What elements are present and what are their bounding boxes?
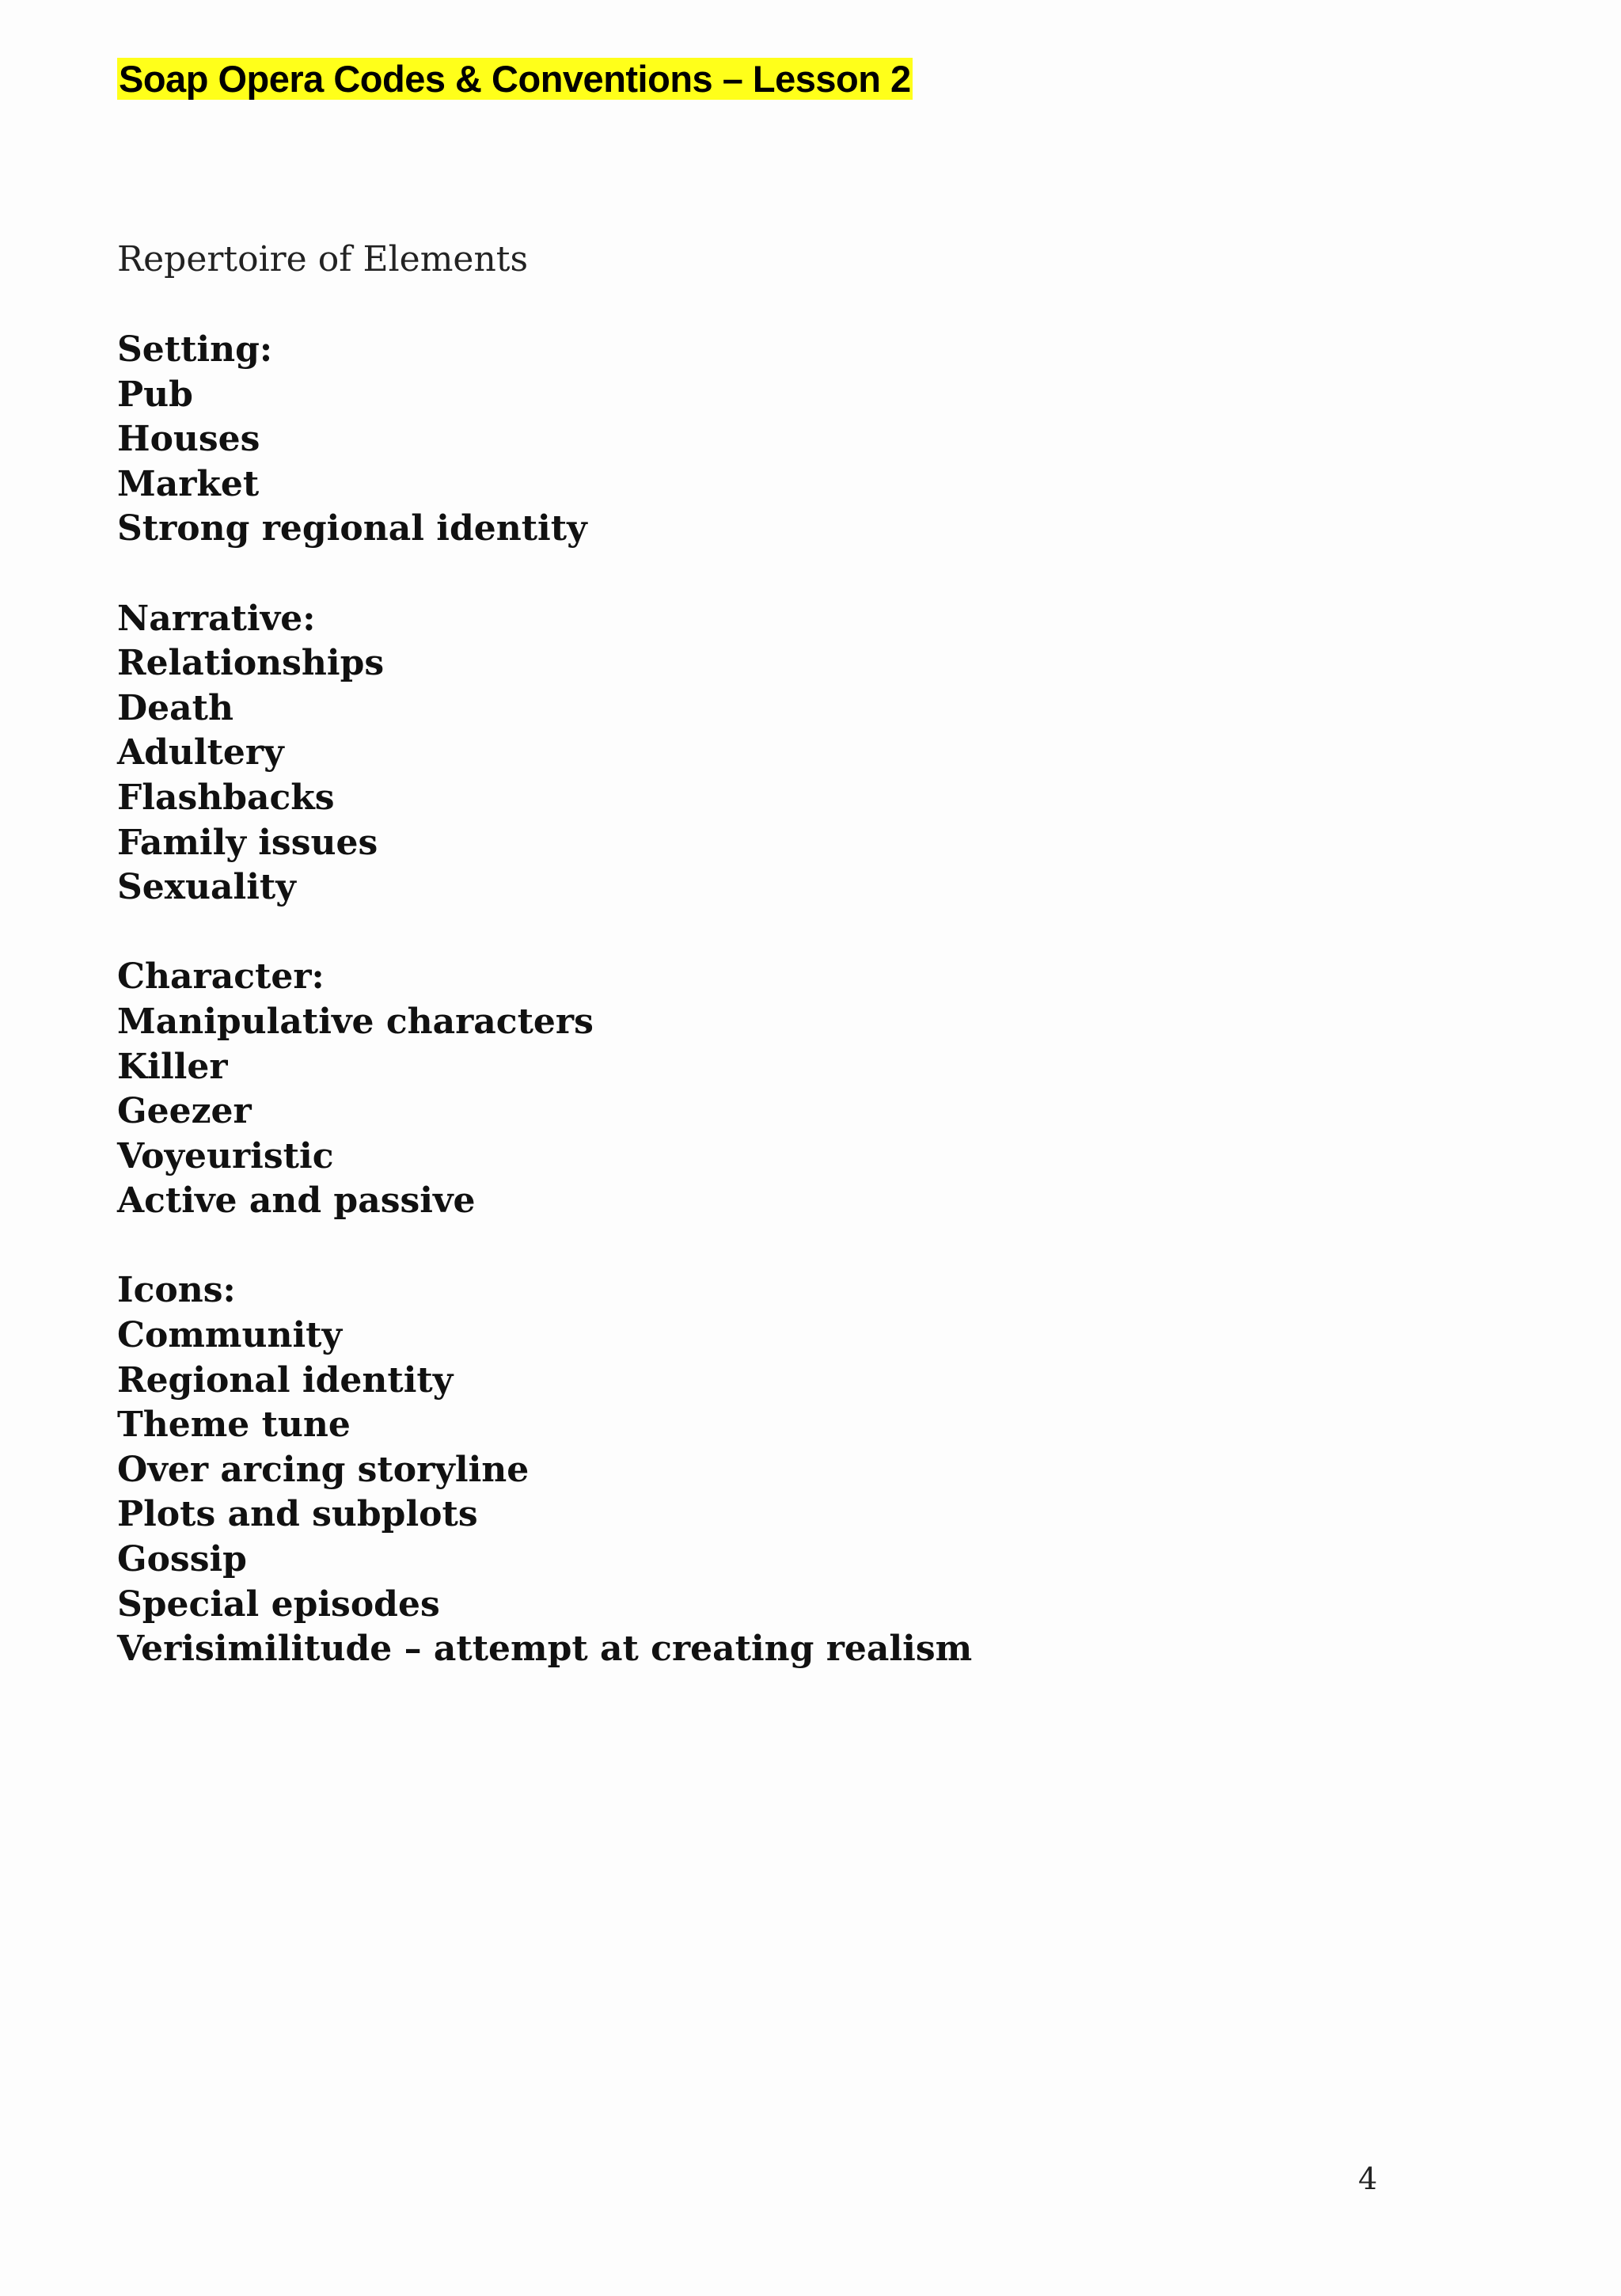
list-item: Regional identity — [117, 1359, 454, 1401]
repertoire-heading: Repertoire of Elements — [117, 239, 529, 279]
list-item: Gossip — [117, 1539, 247, 1580]
character-section — [117, 955, 972, 1224]
list-item: Special episodes — [117, 1583, 440, 1625]
narrative-section — [117, 597, 972, 910]
list-item: Market — [117, 463, 260, 504]
page-title — [117, 57, 913, 101]
list-item: Theme tune — [117, 1405, 351, 1446]
list-item: Verisimilitude – attempt at creating realism — [117, 1629, 973, 1670]
list-item: Flashbacks — [117, 777, 335, 818]
list-item: Relationships — [117, 643, 385, 684]
list-item: Adultery — [117, 732, 284, 774]
list-item: Manipulative characters — [117, 1001, 594, 1042]
list-item: Plots and subplots — [117, 1494, 478, 1535]
list-item: Geezer — [117, 1091, 252, 1132]
section-heading: Narrative: — [117, 598, 316, 639]
icons-section — [117, 1268, 972, 1671]
section-heading: Setting: — [117, 329, 273, 370]
list-item: Death — [117, 687, 233, 728]
list-item: Pub — [117, 374, 193, 415]
element-list — [117, 328, 972, 1672]
list-item: Sexuality — [117, 867, 296, 908]
list-item: Voyeuristic — [117, 1135, 334, 1177]
page-number: 4 — [1358, 2161, 1378, 2196]
highlighted-title-text: Soap Opera Codes & Conventions – Lesson 2 — [119, 58, 911, 100]
list-item: Family issues — [117, 822, 378, 863]
list-item: Community — [117, 1315, 343, 1356]
list-item: Strong regional identity — [117, 508, 587, 549]
section-heading: Icons: — [117, 1270, 236, 1311]
list-item: Killer — [117, 1046, 228, 1087]
section-heading: Character: — [117, 956, 325, 998]
list-item: Houses — [117, 419, 260, 460]
setting-section — [117, 328, 972, 552]
list-item: Over arcing storyline — [117, 1449, 530, 1490]
list-item: Active and passive — [117, 1180, 476, 1222]
